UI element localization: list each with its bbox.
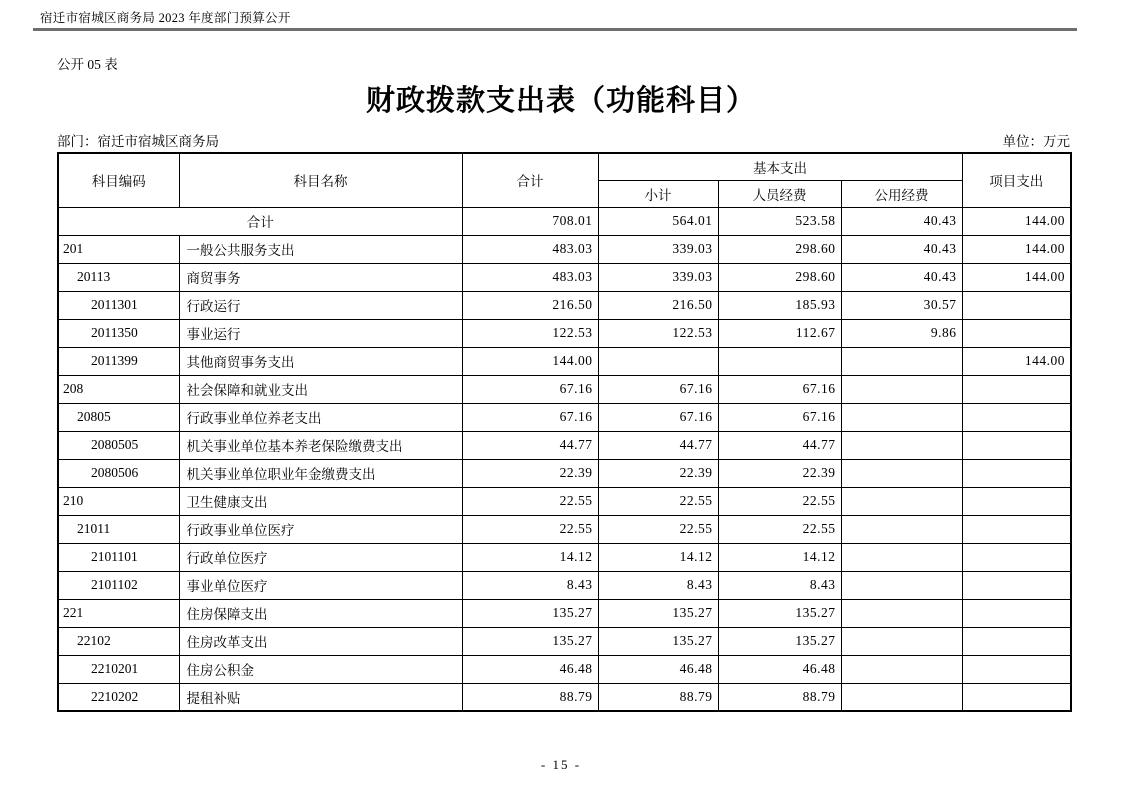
col-header-project-expenditure: 项目支出 (962, 153, 1071, 207)
cell-total: 135.27 (462, 627, 598, 655)
cell-public-funds (841, 347, 962, 375)
cell-personnel: 135.27 (718, 627, 841, 655)
cell-personnel: 46.48 (718, 655, 841, 683)
cell-subject-code: 2011399 (58, 347, 179, 375)
cell-public-funds: 9.86 (841, 319, 962, 347)
cell-subject-code: 210 (58, 487, 179, 515)
cell-personnel: 135.27 (718, 599, 841, 627)
table-row (58, 683, 1071, 711)
cell-public-funds (841, 459, 962, 487)
cell-project: 144.00 (962, 207, 1071, 235)
cell-total: 483.03 (462, 235, 598, 263)
col-header-subtotal: 小计 (598, 180, 718, 207)
cell-total: 22.39 (462, 459, 598, 487)
cell-project (962, 487, 1071, 515)
cell-project (962, 655, 1071, 683)
cell-project (962, 375, 1071, 403)
cell-subject-name: 行政运行 (179, 291, 462, 319)
budget-expenditure-table (57, 152, 1072, 712)
cell-subject-name: 提租补贴 (179, 683, 462, 711)
cell-subtotal (598, 347, 718, 375)
cell-subtotal: 122.53 (598, 319, 718, 347)
table-row (58, 347, 1071, 375)
cell-total: 483.03 (462, 263, 598, 291)
department-label: 部门：宿迁市宿城区商务局 (57, 134, 219, 149)
cell-subject-code: 20113 (58, 263, 179, 291)
table-row (58, 599, 1071, 627)
cell-project (962, 543, 1071, 571)
table-row (58, 487, 1071, 515)
table-header (58, 153, 1071, 207)
cell-subject-name: 住房改革支出 (179, 627, 462, 655)
cell-total: 67.16 (462, 403, 598, 431)
page-number: - 15 - (540, 757, 582, 772)
cell-subject-name: 住房公积金 (179, 655, 462, 683)
cell-personnel: 88.79 (718, 683, 841, 711)
cell-project (962, 599, 1071, 627)
cell-subject-code: 2101102 (58, 571, 179, 599)
cell-public-funds: 40.43 (841, 207, 962, 235)
cell-subject-code: 20805 (58, 403, 179, 431)
cell-project (962, 627, 1071, 655)
cell-total: 122.53 (462, 319, 598, 347)
cell-project (962, 515, 1071, 543)
cell-project (962, 319, 1071, 347)
cell-subtotal: 46.48 (598, 655, 718, 683)
table-row (58, 627, 1071, 655)
cell-subject-name: 事业运行 (179, 319, 462, 347)
cell-subtotal: 216.50 (598, 291, 718, 319)
cell-public-funds (841, 431, 962, 459)
cell-project: 144.00 (962, 347, 1071, 375)
cell-total-label: 合计 (58, 207, 462, 235)
table-row (58, 571, 1071, 599)
col-header-total: 合计 (462, 153, 598, 207)
cell-subtotal: 564.01 (598, 207, 718, 235)
cell-subject-code: 21011 (58, 515, 179, 543)
sheet-number-label: 公开 05 表 (57, 57, 118, 72)
cell-public-funds (841, 627, 962, 655)
cell-personnel: 14.12 (718, 543, 841, 571)
cell-personnel: 185.93 (718, 291, 841, 319)
col-header-personnel: 人员经费 (718, 180, 841, 207)
cell-subtotal: 44.77 (598, 431, 718, 459)
col-header-public-funds: 公用经费 (841, 180, 962, 207)
table-row (58, 235, 1071, 263)
cell-total: 22.55 (462, 487, 598, 515)
cell-public-funds: 40.43 (841, 263, 962, 291)
cell-total: 144.00 (462, 347, 598, 375)
cell-personnel: 67.16 (718, 403, 841, 431)
cell-subtotal: 339.03 (598, 235, 718, 263)
cell-personnel: 44.77 (718, 431, 841, 459)
cell-personnel: 298.60 (718, 235, 841, 263)
col-header-code: 科目编码 (58, 153, 179, 207)
cell-personnel: 523.58 (718, 207, 841, 235)
cell-subject-name: 事业单位医疗 (179, 571, 462, 599)
cell-subject-code: 2210202 (58, 683, 179, 711)
table-row (58, 375, 1071, 403)
cell-subject-code: 201 (58, 235, 179, 263)
cell-subject-code: 2011350 (58, 319, 179, 347)
table-row (58, 515, 1071, 543)
cell-personnel: 298.60 (718, 263, 841, 291)
cell-subject-name: 机关事业单位基本养老保险缴费支出 (179, 431, 462, 459)
cell-total: 216.50 (462, 291, 598, 319)
cell-subject-name: 卫生健康支出 (179, 487, 462, 515)
cell-project (962, 683, 1071, 711)
cell-subtotal: 14.12 (598, 543, 718, 571)
col-header-basic-expenditure: 基本支出 (598, 153, 962, 180)
cell-total: 46.48 (462, 655, 598, 683)
table-row (58, 655, 1071, 683)
col-header-name: 科目名称 (179, 153, 462, 207)
cell-subject-code: 22102 (58, 627, 179, 655)
cell-subject-name: 住房保障支出 (179, 599, 462, 627)
cell-project (962, 431, 1071, 459)
cell-subtotal: 339.03 (598, 263, 718, 291)
cell-total: 708.01 (462, 207, 598, 235)
header-row-1 (58, 153, 1071, 180)
cell-public-funds (841, 403, 962, 431)
cell-public-funds (841, 683, 962, 711)
cell-personnel: 22.55 (718, 515, 841, 543)
cell-subject-name: 一般公共服务支出 (179, 235, 462, 263)
cell-subtotal: 88.79 (598, 683, 718, 711)
cell-subtotal: 22.55 (598, 515, 718, 543)
cell-personnel: 22.55 (718, 487, 841, 515)
cell-personnel (718, 347, 841, 375)
cell-subject-code: 221 (58, 599, 179, 627)
cell-project (962, 459, 1071, 487)
cell-total: 8.43 (462, 571, 598, 599)
cell-subject-code: 2011301 (58, 291, 179, 319)
cell-subject-name: 机关事业单位职业年金缴费支出 (179, 459, 462, 487)
cell-subtotal: 67.16 (598, 403, 718, 431)
cell-subject-code: 208 (58, 375, 179, 403)
cell-total: 88.79 (462, 683, 598, 711)
unit-label: 单位：万元 (1002, 134, 1070, 149)
cell-subject-name: 社会保障和就业支出 (179, 375, 462, 403)
cell-total: 22.55 (462, 515, 598, 543)
cell-subject-code: 2080505 (58, 431, 179, 459)
cell-project: 144.00 (962, 235, 1071, 263)
cell-personnel: 112.67 (718, 319, 841, 347)
cell-public-funds (841, 515, 962, 543)
cell-project (962, 403, 1071, 431)
cell-total: 67.16 (462, 375, 598, 403)
cell-personnel: 67.16 (718, 375, 841, 403)
cell-personnel: 8.43 (718, 571, 841, 599)
cell-subtotal: 135.27 (598, 627, 718, 655)
cell-project (962, 571, 1071, 599)
cell-subject-code: 2210201 (58, 655, 179, 683)
cell-subtotal: 135.27 (598, 599, 718, 627)
table-row (58, 263, 1071, 291)
cell-public-funds (841, 571, 962, 599)
header-divider-rule (33, 28, 1077, 31)
table-body (58, 207, 1071, 711)
cell-project (962, 291, 1071, 319)
cell-subject-name: 商贸事务 (179, 263, 462, 291)
cell-public-funds (841, 655, 962, 683)
cell-personnel: 22.39 (718, 459, 841, 487)
cell-total: 14.12 (462, 543, 598, 571)
cell-public-funds: 40.43 (841, 235, 962, 263)
cell-subject-name: 其他商贸事务支出 (179, 347, 462, 375)
cell-public-funds (841, 599, 962, 627)
cell-total: 44.77 (462, 431, 598, 459)
table-row (58, 207, 1071, 235)
cell-total: 135.27 (462, 599, 598, 627)
cell-subtotal: 22.55 (598, 487, 718, 515)
cell-subtotal: 67.16 (598, 375, 718, 403)
cell-public-funds (841, 487, 962, 515)
table-row (58, 459, 1071, 487)
cell-public-funds (841, 543, 962, 571)
document-header-line: 宿迁市宿城区商务局 2023 年度部门预算公开 (40, 11, 291, 25)
table-row (58, 291, 1071, 319)
cell-public-funds (841, 375, 962, 403)
page-title: 财政拨款支出表（功能科目） (365, 85, 756, 117)
table-meta-row (57, 130, 1070, 150)
cell-subject-name: 行政事业单位养老支出 (179, 403, 462, 431)
cell-subject-code: 2101101 (58, 543, 179, 571)
table-row (58, 403, 1071, 431)
table-row (58, 431, 1071, 459)
cell-subject-name: 行政单位医疗 (179, 543, 462, 571)
cell-subtotal: 8.43 (598, 571, 718, 599)
table-row (58, 543, 1071, 571)
cell-subject-name: 行政事业单位医疗 (179, 515, 462, 543)
cell-public-funds: 30.57 (841, 291, 962, 319)
cell-subtotal: 22.39 (598, 459, 718, 487)
cell-subject-code: 2080506 (58, 459, 179, 487)
cell-project: 144.00 (962, 263, 1071, 291)
table-row (58, 319, 1071, 347)
